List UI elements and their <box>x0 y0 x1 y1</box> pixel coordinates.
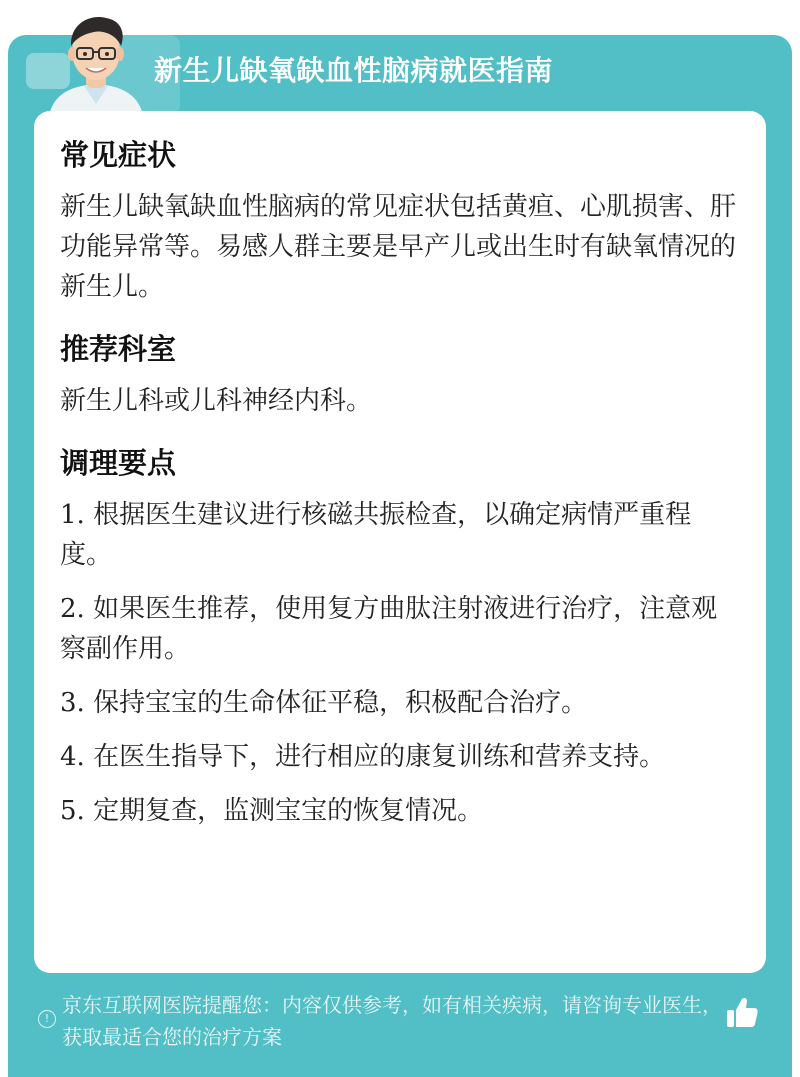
page-title: 新生儿缺氧缺血性脑病就医指南 <box>154 54 554 87</box>
list-item: 3. 保持宝宝的生命体征平稳，积极配合治疗。 <box>60 688 588 718</box>
symptoms-text: 新生儿缺氧缺血性脑病的常见症状包括黄疸、心肌损害、肝功能异常等。易感人群主要是早产儿或出生时有缺氧情况的新生儿。 <box>60 192 737 302</box>
content-card <box>34 111 766 973</box>
list-item: 1. 根据医生建议进行核磁共振检查，以确定病情严重程度。 <box>60 500 692 570</box>
list-item: 5. 定期复查，监测宝宝的恢复情况。 <box>60 796 484 826</box>
thumbs-up-icon[interactable] <box>724 995 760 1031</box>
list-item: 2. 如果医生推荐，使用复方曲肽注射液进行治疗，注意观察副作用。 <box>60 594 718 664</box>
care-list <box>60 495 740 831</box>
card-content <box>60 133 740 845</box>
department-text: 新生儿科或儿科神经内科。 <box>60 386 373 416</box>
footer <box>8 973 792 1077</box>
info-icon: ! <box>38 1010 56 1028</box>
section-title-care: 调理要点 <box>60 446 177 480</box>
section-title-symptoms: 常见症状 <box>60 138 177 172</box>
section-title-department: 推荐科室 <box>60 332 177 366</box>
list-item: 4. 在医生指导下，进行相应的康复训练和营养支持。 <box>60 742 666 772</box>
doctor-avatar <box>40 8 152 120</box>
footer-notice: 京东互联网医院提醒您：内容仅供参考，如有相关疾病，请咨询专业医生，获取最适合您的治疗方案 <box>62 993 722 1049</box>
